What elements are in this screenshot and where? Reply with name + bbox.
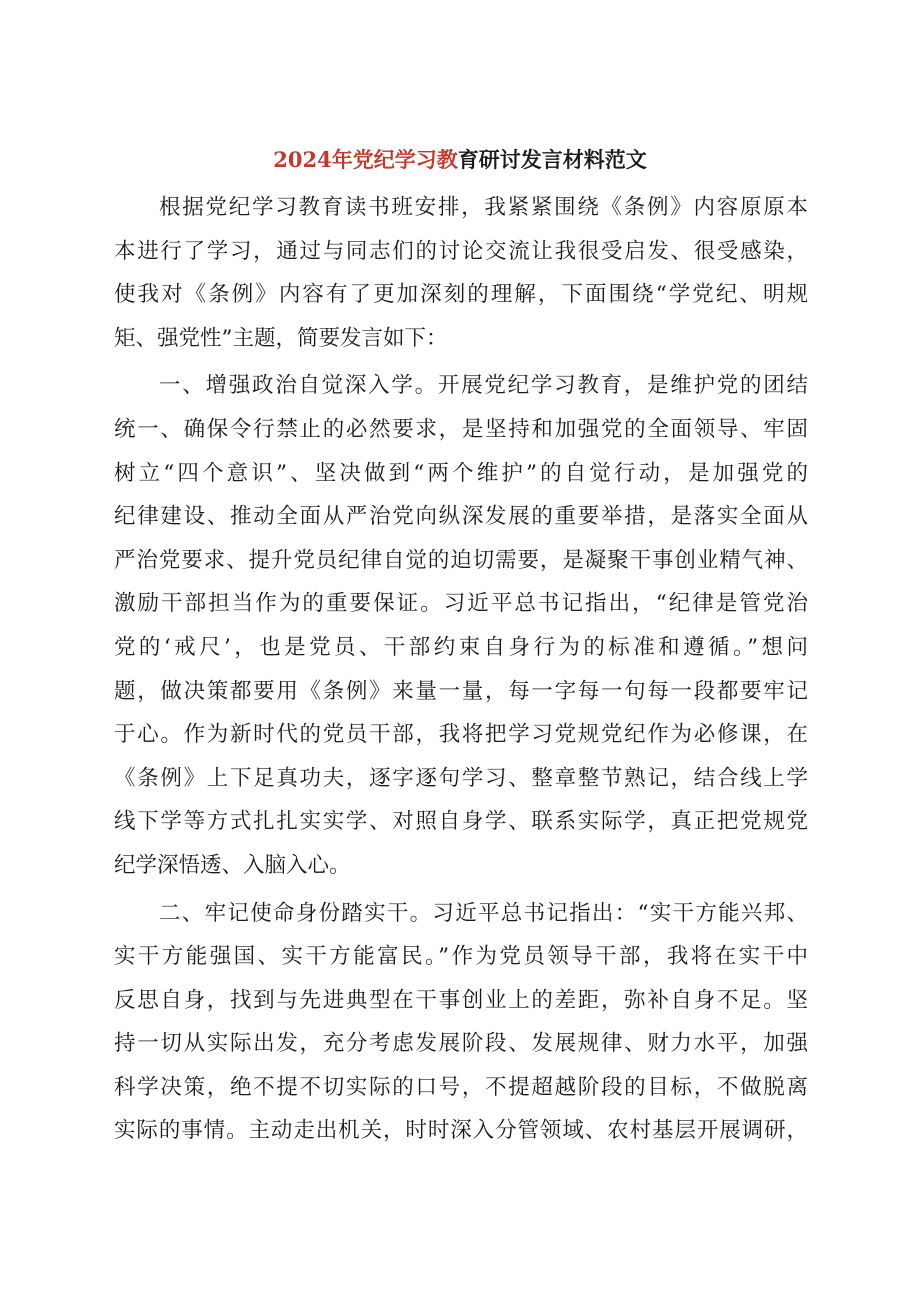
paragraph-line: 持一切从实际出发，充分考虑发展阶段、发展规律、财力水平，加强 (114, 1031, 808, 1057)
paragraph-line: 党的‘戒尺’，也是党员、干部约束自身行为的标准和遵循。”想问 (114, 634, 808, 660)
paragraph-line: 矩、强党性”主题，简要发言如下： (114, 325, 448, 351)
paragraph-line: 反思自身，找到与先进典型在干事创业上的差距，弥补自身不足。坚 (114, 987, 808, 1013)
document-title (0, 145, 920, 175)
paragraph-line: 科学决策，绝不提不切实际的口号，不提超越阶段的目标，不做脱离 (114, 1074, 808, 1100)
paragraph (114, 186, 808, 360)
paragraph-line: 二、牢记使命身份踏实干。习近平总书记指出：“实干方能兴邦、 (159, 900, 808, 926)
paragraph-line: 激励干部担当作为的重要保证。习近平总书记指出，“纪律是管党治 (114, 591, 808, 617)
paragraph-line: 严治党要求、提升党员纪律自觉的迫切需要，是凝聚干事创业精气神、 (114, 547, 808, 573)
paragraph-line: 实干方能强国、实干方能富民。”作为党员领导干部，我将在实干中 (114, 944, 808, 970)
paragraph-line: 纪律建设、推动全面从严治党向纵深发展的重要举措，是落实全面从 (114, 504, 808, 530)
paragraph-line: 纪学深悟透、入脑入心。 (114, 852, 351, 878)
paragraph-line: 根据党纪学习教育读书班安排，我紧紧围绕《条例》内容原原本 (159, 195, 808, 220)
document-body (114, 186, 808, 1153)
paragraph-line: 线下学等方式扎扎实实学、对照自身学、联系实际学，真正把党规党 (114, 809, 808, 835)
paragraph-line: 《条例》上下足真功夫，逐字逐句学习、整章整节熟记，结合线上学 (114, 765, 808, 791)
paragraph-line: 于心。作为新时代的党员干部，我将把学习党规党纪作为必修课，在 (114, 722, 808, 748)
paragraph-line: 实际的事情。主动走出机关，时时深入分管领域、农村基层开展调研， (114, 1118, 808, 1144)
title-red-part: 2024年党纪学习教 (273, 147, 458, 172)
paragraph-line: 使我对《条例》内容有了更加深刻的理解，下面围绕“学党纪、明规 (114, 282, 808, 308)
paragraph (114, 364, 808, 887)
title-black-part: 育研讨发言材料范文 (457, 147, 647, 172)
paragraph (114, 892, 808, 1154)
paragraph-line: 一、增强政治自觉深入学。开展党纪学习教育，是维护党的团结 (159, 373, 808, 399)
paragraph-line: 树立“四个意识”、坚决做到“两个维护”的自觉行动，是加强党的 (114, 460, 808, 486)
paragraph-line: 统一、确保令行禁止的必然要求，是坚持和加强党的全面领导、牢固 (114, 416, 808, 442)
paragraph-line: 题，做决策都要用《条例》来量一量，每一字每一句每一段都要牢记 (114, 678, 808, 704)
paragraph-line: 本进行了学习，通过与同志们的讨论交流让我很受启发、很受感染， (114, 238, 808, 264)
